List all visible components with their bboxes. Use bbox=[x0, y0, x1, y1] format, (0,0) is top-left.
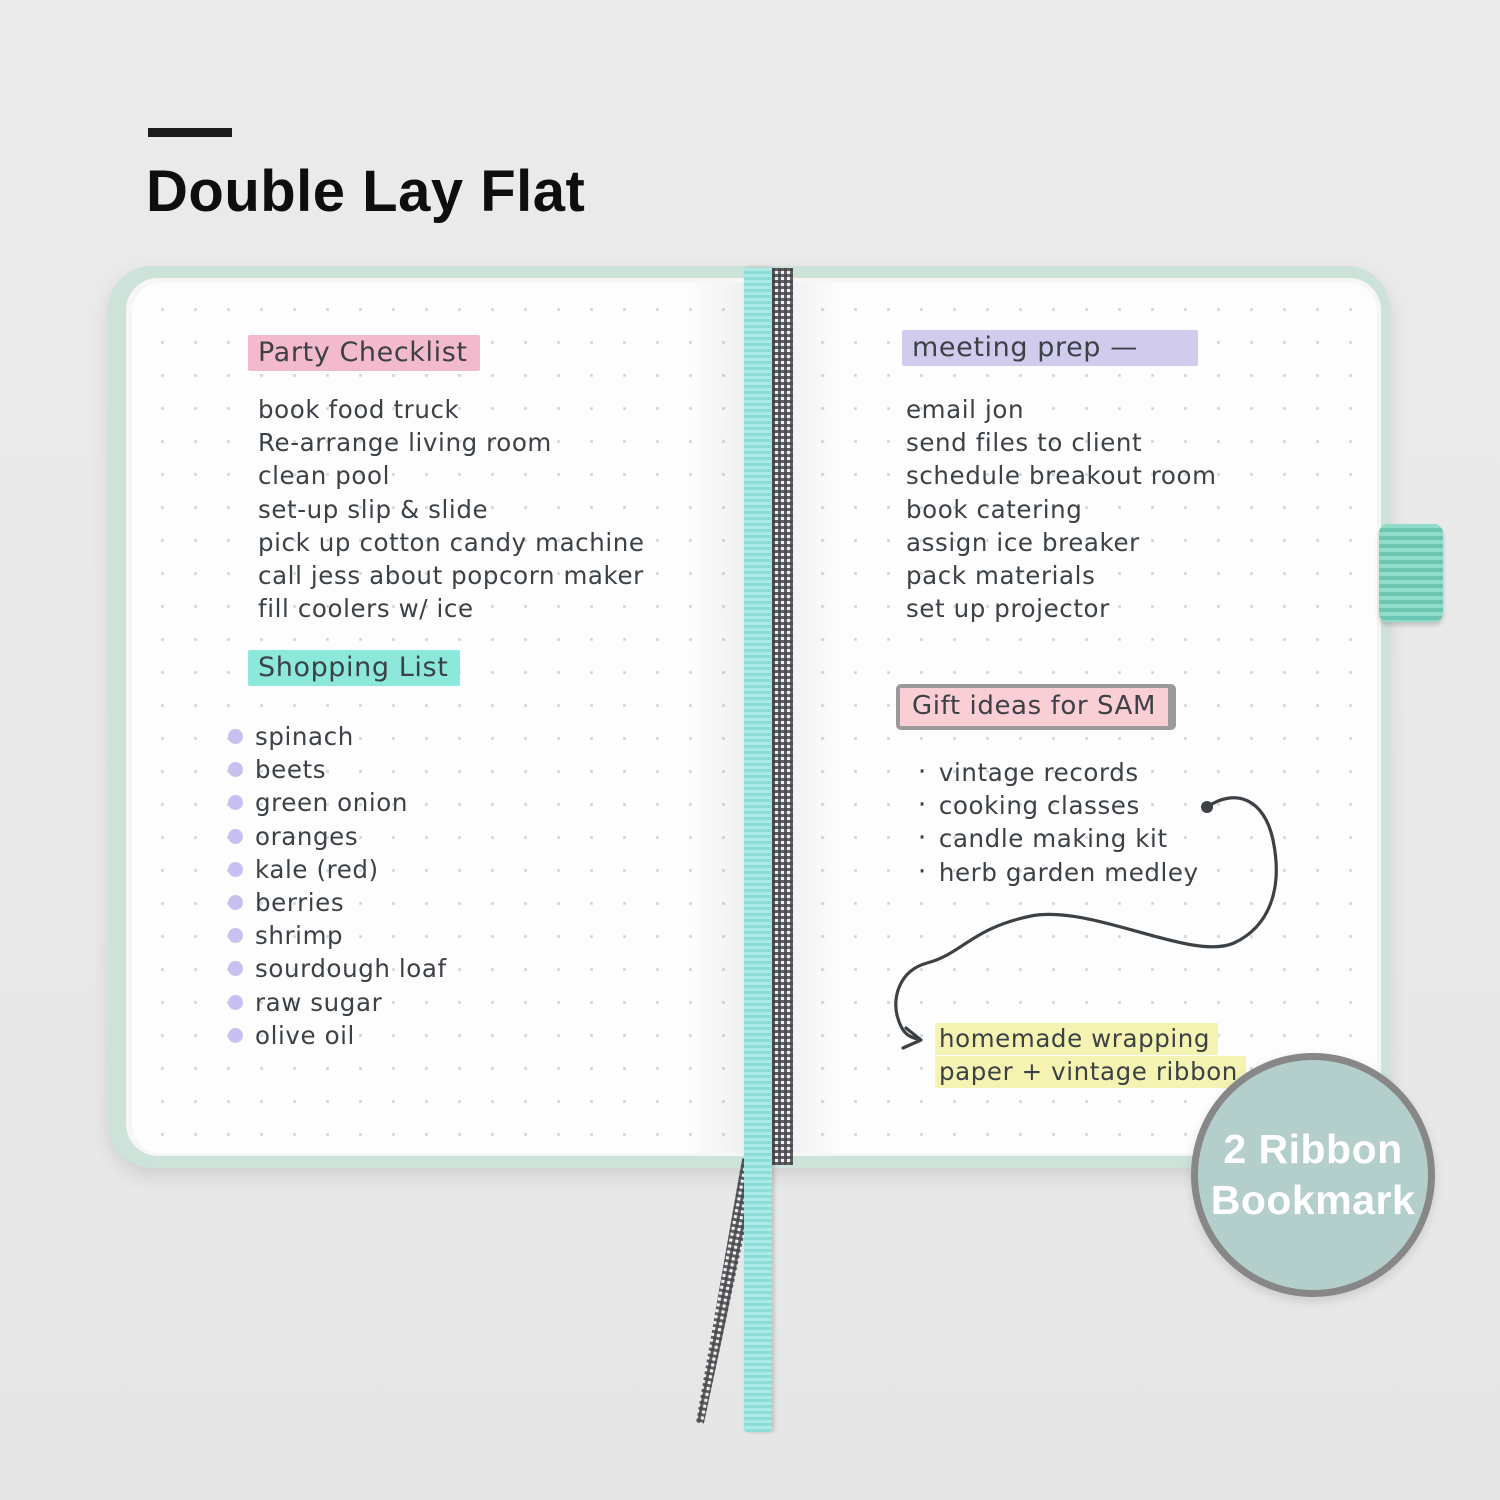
bullet-dot-icon bbox=[228, 1028, 243, 1043]
list-item: beets bbox=[228, 753, 447, 786]
bullet-dot-icon bbox=[228, 795, 243, 810]
list-item: send files to client bbox=[906, 428, 1143, 458]
party-checklist-header: Party Checklist bbox=[248, 335, 480, 371]
list-item: email jon bbox=[906, 395, 1025, 424]
bullet-dot-icon: · bbox=[918, 757, 927, 787]
list-item: green onion bbox=[228, 786, 447, 819]
list-item: set-up slip & slide bbox=[258, 494, 489, 524]
feature-badge bbox=[1191, 1053, 1435, 1297]
badge-line-1: 2 Ribbon bbox=[1223, 1125, 1403, 1172]
bullet-dot-icon: · bbox=[918, 823, 927, 854]
list-item: sourdough loaf bbox=[228, 952, 447, 985]
bullet-dot-icon bbox=[228, 961, 243, 976]
bullet-dot-icon bbox=[228, 729, 243, 744]
page-title: Double Lay Flat bbox=[146, 159, 586, 224]
list-item: fill coolers w/ ice bbox=[258, 594, 474, 624]
bullet-dot-icon bbox=[228, 928, 243, 943]
wrapping-note bbox=[935, 1022, 1246, 1088]
list-item: pack materials bbox=[906, 561, 1096, 591]
bullet-dot-icon bbox=[228, 995, 243, 1010]
badge-line-2: Bookmark bbox=[1210, 1177, 1416, 1223]
elastic-pen-loop bbox=[1379, 524, 1443, 622]
list-item: set up projector bbox=[906, 594, 1110, 624]
list-item: schedule breakout room bbox=[906, 461, 1217, 491]
bullet-dot-icon: · bbox=[918, 790, 927, 821]
list-item: spinach bbox=[228, 720, 447, 753]
highlighted-text: homemade wrapping bbox=[935, 1023, 1218, 1055]
meeting-prep-list bbox=[906, 393, 1217, 625]
list-item: book food truck bbox=[258, 395, 460, 424]
shopping-list-header: Shopping List bbox=[248, 650, 460, 686]
bullet-dot-icon bbox=[228, 895, 243, 910]
list-item: book catering bbox=[906, 494, 1083, 524]
gingham-ribbon-bookmark bbox=[772, 268, 793, 1165]
bullet-dot-icon bbox=[228, 862, 243, 877]
list-item: berries bbox=[228, 886, 447, 919]
list-item: clean pool bbox=[258, 461, 391, 491]
title-accent-dash bbox=[148, 128, 232, 137]
list-item: assign ice breaker bbox=[906, 527, 1140, 557]
bullet-dot-icon: · bbox=[918, 856, 927, 887]
list-item: · vintage records bbox=[918, 756, 1199, 789]
meeting-prep-header: meeting prep — bbox=[902, 330, 1198, 366]
list-item: pick up cotton candy machine bbox=[258, 527, 645, 557]
gift-ideas-header-box: Gift ideas for SAM bbox=[896, 684, 1176, 730]
list-item: raw sugar bbox=[228, 986, 447, 1019]
list-item: call jess about popcorn maker bbox=[258, 561, 644, 591]
list-item: olive oil bbox=[228, 1019, 447, 1052]
shopping-list bbox=[228, 720, 447, 1052]
mint-ribbon-bookmark bbox=[744, 268, 772, 1432]
list-item: · candle making kit bbox=[918, 822, 1199, 855]
list-item: shrimp bbox=[228, 919, 447, 952]
list-item: · cooking classes bbox=[918, 789, 1199, 822]
gift-ideas-list bbox=[918, 756, 1199, 889]
bullet-dot-icon bbox=[228, 829, 243, 844]
bullet-dot-icon bbox=[228, 762, 243, 777]
list-item: · herb garden medley bbox=[918, 856, 1199, 889]
list-item: kale (red) bbox=[228, 853, 447, 886]
highlighted-text: paper + vintage ribbon bbox=[935, 1056, 1246, 1088]
list-item: Re-arrange living room bbox=[258, 428, 552, 458]
party-checklist-list bbox=[258, 393, 645, 625]
list-item: oranges bbox=[228, 820, 447, 853]
